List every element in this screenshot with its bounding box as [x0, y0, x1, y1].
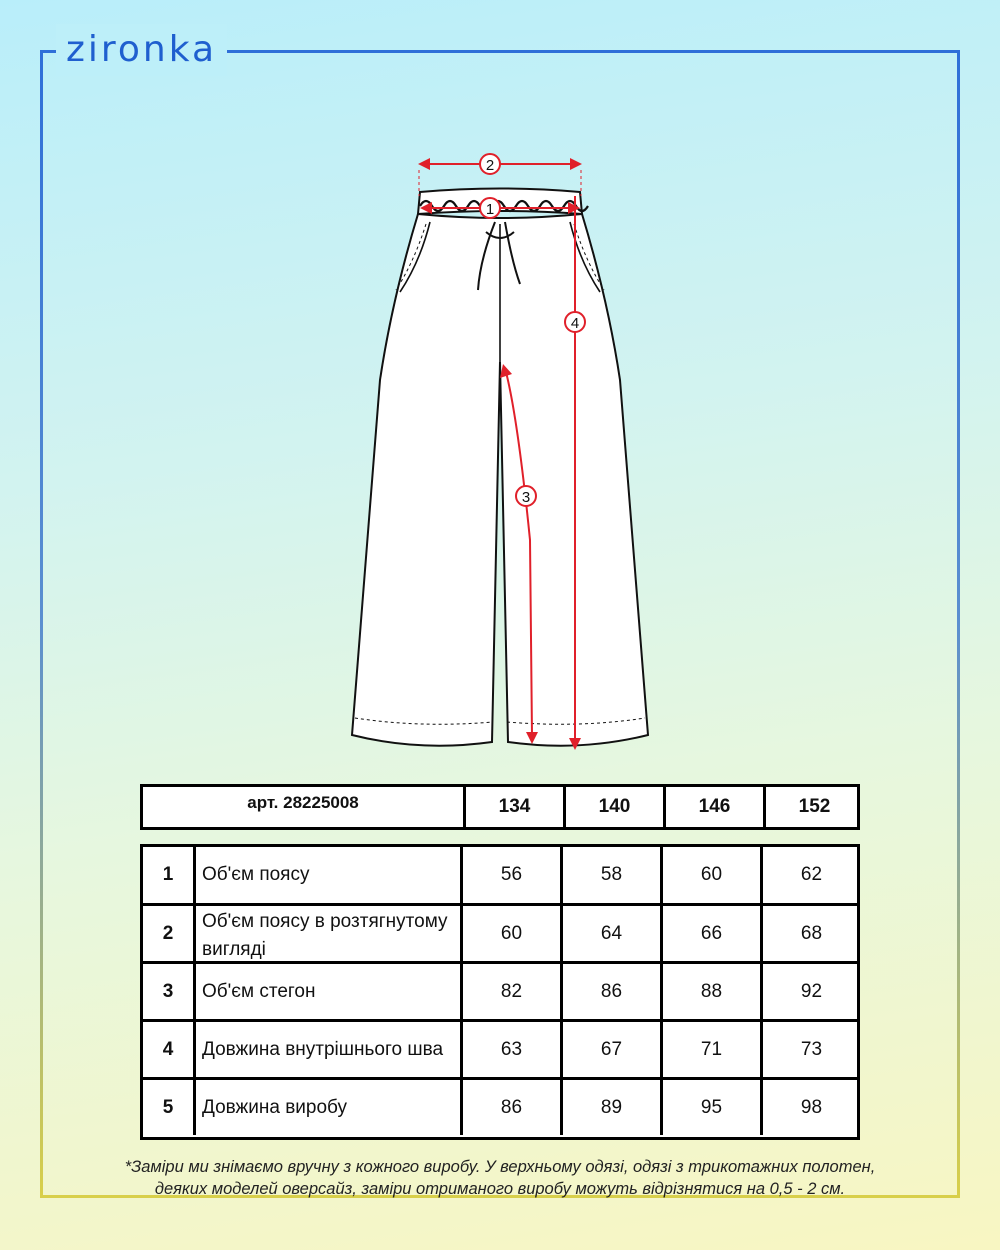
row-label: Об'єм поясу в розтягнутому вигляді	[193, 906, 460, 961]
brand-logo: zironka	[56, 24, 227, 76]
measurements-table	[140, 844, 860, 1140]
row-label: Довжина внутрішнього шва	[193, 1022, 460, 1077]
size-header-table	[140, 784, 860, 830]
row-label: Довжина виробу	[193, 1080, 460, 1135]
row-label: Об'єм поясу	[193, 847, 460, 903]
table-row: 4 Довжина внутрішнього шва 63 67 71 73	[143, 1019, 857, 1077]
table-row: 2 Об'єм поясу в розтягнутому вигляді 60 64 66 68	[143, 903, 857, 961]
size-column-140: 140	[563, 787, 663, 827]
table-row: 5 Довжина виробу 86 89 95 98	[143, 1077, 857, 1135]
table-row: 3 Об'єм стегон 82 86 88 92	[143, 961, 857, 1019]
footnote	[50, 1156, 950, 1200]
trousers-diagram	[330, 140, 670, 760]
article-label: арт. 28225008	[247, 793, 359, 812]
row-label: Об'єм стегон	[193, 964, 460, 1019]
size-column-152: 152	[763, 787, 863, 827]
svg-text:1: 1	[485, 201, 495, 218]
footnote-line-1: *Заміри ми знімаємо вручну з кожного виробу. У верхньому одязі, одязі з трикотажних полотен,	[124, 1158, 876, 1176]
footnote-line-2: деяких моделей оверсайз, заміри отриманого виробу можуть відрізнятися на 0,5 - 2 см.	[154, 1180, 846, 1198]
svg-text:4: 4	[570, 315, 580, 332]
svg-text:2: 2	[485, 157, 495, 174]
svg-text:3: 3	[521, 489, 531, 506]
table-row: 1 Об'єм поясу 56 58 60 62	[143, 847, 857, 903]
size-column-134: 134	[463, 787, 563, 827]
size-column-146: 146	[663, 787, 763, 827]
